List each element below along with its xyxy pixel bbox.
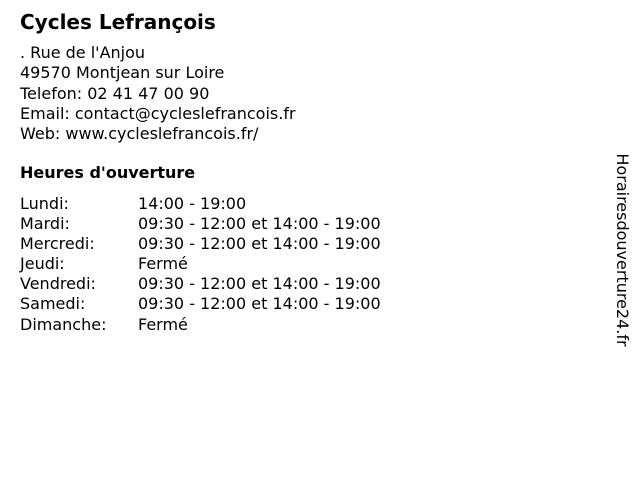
day-hours: Fermé <box>138 254 188 274</box>
hours-row-saturday <box>20 294 440 314</box>
day-label: Jeudi: <box>20 254 65 274</box>
day-hours: 09:30 - 12:00 et 14:00 - 19:00 <box>138 274 381 294</box>
web-line: Web: www.cycleslefrancois.fr/ <box>20 124 259 144</box>
site-watermark: Horairesdouverture24.fr <box>613 153 632 347</box>
hours-row-friday <box>20 274 440 294</box>
day-hours: 09:30 - 12:00 et 14:00 - 19:00 <box>138 294 381 314</box>
hours-row-sunday <box>20 315 440 335</box>
day-hours: 09:30 - 12:00 et 14:00 - 19:00 <box>138 234 381 254</box>
address-line: . Rue de l'Anjou <box>20 43 146 62</box>
day-hours: Fermé <box>138 314 188 334</box>
hours-table <box>20 194 440 335</box>
day-label: Dimanche: <box>20 314 107 334</box>
day-label: Mercredi: <box>20 234 95 254</box>
contact-block <box>20 43 296 144</box>
email-line: Email: contact@cycleslefrancois.fr <box>20 103 296 123</box>
city-line: 49570 Montjean sur Loire <box>20 63 225 83</box>
hours-heading: Heures d'ouverture <box>20 163 196 182</box>
day-label: Vendredi: <box>20 274 96 294</box>
hours-row-tuesday <box>20 214 440 234</box>
hours-row-thursday <box>20 254 440 274</box>
day-label: Samedi: <box>20 294 86 314</box>
day-hours: 14:00 - 19:00 <box>138 194 247 213</box>
business-name: Cycles Lefrançois <box>20 10 216 34</box>
hours-row-wednesday <box>20 234 440 254</box>
day-label: Mardi: <box>20 214 70 234</box>
day-hours: 09:30 - 12:00 et 14:00 - 19:00 <box>138 214 381 234</box>
day-label: Lundi: <box>20 194 69 213</box>
phone-line: Telefon: 02 41 47 00 90 <box>20 83 210 103</box>
hours-row-monday <box>20 194 440 214</box>
